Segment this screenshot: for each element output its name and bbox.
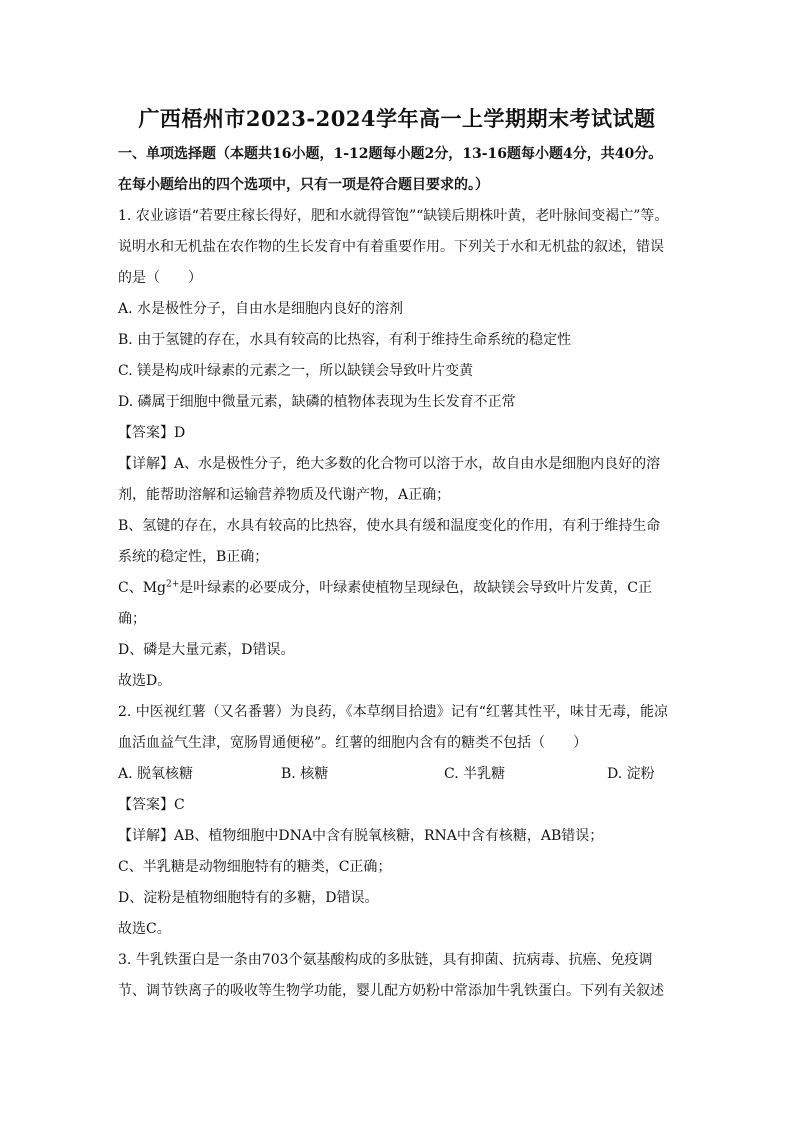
q1-explanation-line-6: 确； bbox=[118, 611, 146, 627]
q1-explanation-line-2: 剂，能帮助溶解和运输营养物质及代谢产物，A正确； bbox=[118, 487, 451, 503]
q2-options-row bbox=[118, 764, 678, 784]
q1-conclusion: 故选D。 bbox=[118, 673, 172, 689]
q3-stem-line-1: 3. 牛乳铁蛋白是一条由703个氨基酸构成的多肽链，具有抑菌、抗病毒、抗癌、免疫调 bbox=[118, 952, 653, 968]
q1-explanation-line-1: 【详解】A、水是极性分子，绝大多数的化合物可以溶于水，故自由水是细胞内良好的溶 bbox=[118, 456, 661, 472]
q1-stem-line-1: 1. 农业谚语“若要庄稼长得好，肥和水就得管饱”“缺镁后期株叶黄，老叶脉间变褐亡”等。 bbox=[118, 208, 669, 224]
q1-option-b: B. 由于氢键的存在，水具有较高的比热容，有利于维持生命系统的稳定性 bbox=[118, 332, 572, 348]
q2-answer: 【答案】C bbox=[118, 797, 185, 813]
q3-stem-line-2: 节、调节铁离子的吸收等生物学功能，婴儿配方奶粉中常添加牛乳铁蛋白。下列有关叙述 bbox=[118, 983, 664, 999]
q2-conclusion: 故选C。 bbox=[118, 921, 171, 937]
q1-stem-line-3: 的是（ ） bbox=[118, 270, 202, 286]
q1-answer: 【答案】D bbox=[118, 425, 186, 441]
q1-option-d: D. 磷属于细胞中微量元素，缺磷的植物体表现为生长发育不正常 bbox=[118, 394, 516, 410]
q1-exp5-suffix: 是叶绿素的必要成分，叶绿素使植物呈现绿色，故缺镁会导致叶片发黄，C正 bbox=[179, 580, 653, 596]
q1-explanation-line-7: D、磷是大量元素，D错误。 bbox=[118, 642, 295, 658]
q2-option-c: C. 半乳糖 bbox=[444, 766, 506, 782]
q1-option-a: A. 水是极性分子，自由水是细胞内良好的溶剂 bbox=[118, 301, 404, 317]
q1-explanation-line-4: 系统的稳定性，B正确； bbox=[118, 549, 269, 565]
q1-stem-line-2: 说明水和无机盐在农作物的生长发育中有着重要作用。下列关于水和无机盐的叙述，错误 bbox=[118, 239, 664, 255]
q1-option-c: C. 镁是构成叶绿素的元素之一，所以缺镁会导致叶片变黄 bbox=[118, 363, 474, 379]
q2-explanation-line-1: 【详解】AB、植物细胞中DNA中含有脱氧核糖，RNA中含有核糖，AB错误； bbox=[118, 828, 604, 844]
page-title: 广西梧州市2023-2024学年高一上学期期末考试试题 bbox=[138, 106, 656, 131]
q2-explanation-line-2: C、半乳糖是动物细胞特有的糖类，C正确； bbox=[118, 859, 392, 875]
q2-option-b: B. 核糖 bbox=[281, 766, 329, 782]
section-heading-line-2: 在每小题给出的四个选项中，只有一项是符合题目要求的。） bbox=[118, 177, 489, 193]
q1-explanation-line-3: B、氢键的存在，水具有较高的比热容，使水具有缓和温度变化的作用，有利于维持生命 bbox=[118, 518, 661, 534]
q1-explanation-line-5 bbox=[118, 578, 678, 598]
q2-stem-line-2: 血活血益气生津，宽肠胃通便秘”。红薯的细胞内含有的糖类不包括（ ） bbox=[118, 735, 588, 751]
q2-stem-line-1: 2. 中医视红薯（又名番薯）为良药，《本草纲目拾遗》记有“红薯其性平，味甘无毒，能凉 bbox=[118, 704, 668, 720]
q1-exp5-prefix: C、Mg bbox=[118, 580, 167, 596]
q2-option-d: D. 淀粉 bbox=[607, 766, 655, 782]
q1-exp5-superscript: 2+ bbox=[166, 579, 180, 590]
q2-explanation-line-3: D、淀粉是植物细胞特有的多糖，D错误。 bbox=[118, 890, 379, 906]
section-heading-line-1: 一、单项选择题（本题共16小题，1-12题每小题2分，13-16题每小题4分，共40分。 bbox=[118, 146, 663, 162]
q2-option-a: A. 脱氧核糖 bbox=[118, 766, 194, 782]
